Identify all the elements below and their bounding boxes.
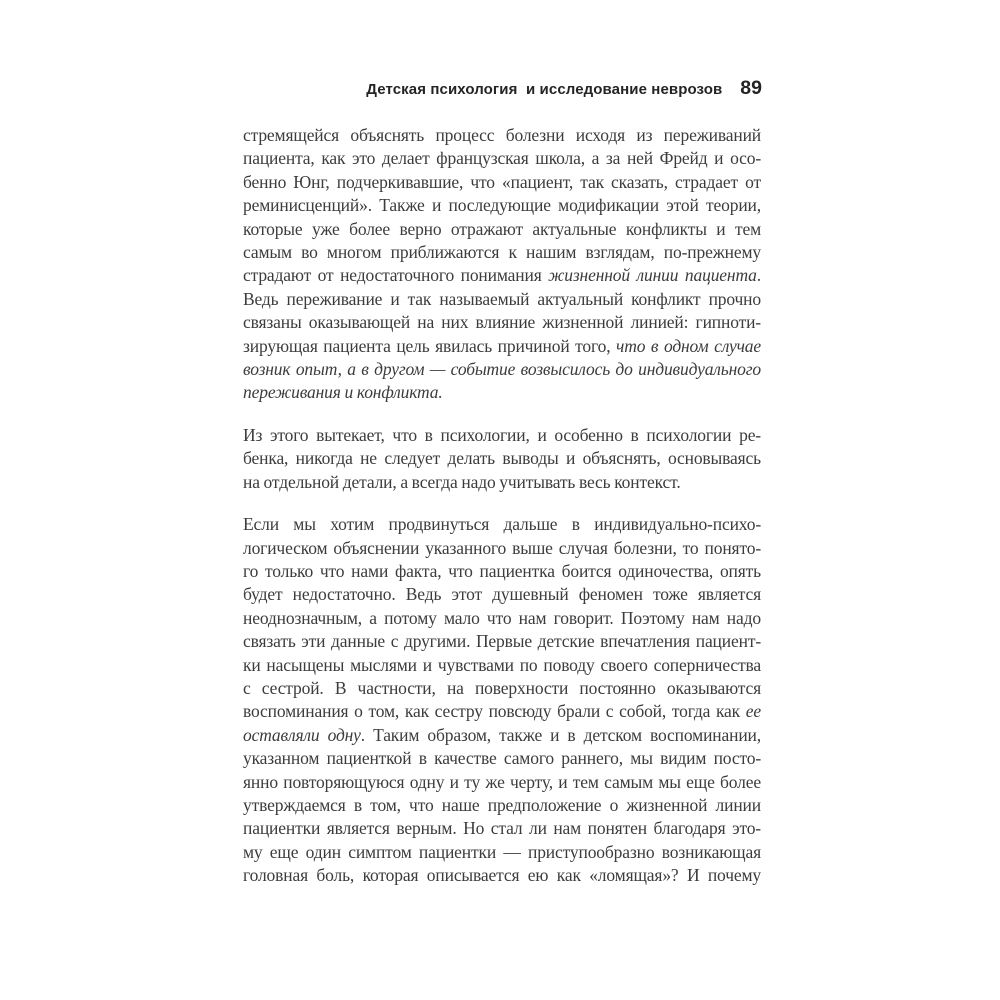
text-line: связать эти данные с другими. Первые детские впечатления пациент- <box>243 631 761 652</box>
text-line: ки насыщены мыслями и чувствами по поводу своего соперничества <box>243 654 761 675</box>
text-line: пациентки является верным. Но стал ли нам понятен благодаря это- <box>243 818 761 839</box>
text-line: которые уже более верно отражают актуальные конфликты и тем <box>243 218 761 239</box>
text-line: Из этого вытекает, что в психологии, и особенно в психологии ре- <box>243 424 761 445</box>
page-number: 89 <box>740 77 762 99</box>
text-line: го только что нами факта, что пациентка боится одиночества, опять <box>243 560 761 581</box>
running-title: Детская психология и исследование неврозов <box>366 81 723 98</box>
text-line: янно повторяющуюся одну и ту же черту, и тем самым мы еще более <box>243 771 761 792</box>
text-line: головная боль, которая описывается ею как «ломящая»? И почему <box>243 865 761 886</box>
paragraph <box>243 513 761 888</box>
text-line: стремящейся объяснять процесс болезни исходя из переживаний <box>243 125 761 145</box>
text-line: связаны оказывающей на них влияние жизненной линией: гипноти- <box>243 312 761 333</box>
text-line: переживания и конфликта. <box>243 382 443 403</box>
paragraph <box>243 424 761 494</box>
text-line: на отдельной детали, а всегда надо учитывать весь контекст. <box>243 471 681 492</box>
text-line: оставляли одну. Таким образом, также и в детском воспоминании, <box>243 724 761 745</box>
text-line: бенно Юнг, подчеркивавшие, что «пациент, так сказать, страдает от <box>243 171 761 192</box>
paragraph <box>243 124 761 405</box>
text-line: му еще один симптом пациентки — приступообразно возникающая <box>243 841 761 862</box>
text-line: самым во многом приближаются к нашим взглядам, по-прежнему <box>243 242 761 263</box>
text-line: указанном пациенткой в качестве самого раннего, мы видим посто- <box>243 748 761 769</box>
body-text <box>243 124 761 907</box>
text-line: утверждаемся в том, что наше предположение о жизненной линии <box>243 794 761 815</box>
text-line: будет недостаточно. Ведь этот душевный феномен тоже является <box>243 584 761 605</box>
text-line: возник опыт, а в другом — событие возвысилось до индивидуального <box>243 359 761 380</box>
text-line: реминисценций». Также и последующие модификации этой теории, <box>243 195 761 216</box>
text-line: Ведь переживание и так называемый актуальный конфликт прочно <box>243 288 761 309</box>
text-line: воспоминания о том, как сестру повсюду брали с собой, тогда как ее <box>243 701 761 722</box>
page-header <box>243 77 762 100</box>
text-line: бенка, никогда не следует делать выводы и объяснять, основываясь <box>243 448 761 469</box>
text-line: с сестрой. В частности, на поверхности постоянно оказываются <box>243 677 761 698</box>
text-line: пациента, как это делает французская школа, а за ней Фрейд и осо- <box>243 148 761 169</box>
text-line: логическом объяснении указанного выше случая болезни, то понято- <box>243 537 761 558</box>
text-line: зирующая пациента цель явилась причиной того, что в одном случае <box>243 335 761 356</box>
text-line: Если мы хотим продвинуться дальше в индивидуально-психо- <box>243 514 761 535</box>
text-line: неоднозначным, а потому мало что нам говорит. Поэтому нам надо <box>243 607 761 628</box>
text-line: страдают от недостаточного понимания жизненной линии пациента. <box>243 265 761 286</box>
